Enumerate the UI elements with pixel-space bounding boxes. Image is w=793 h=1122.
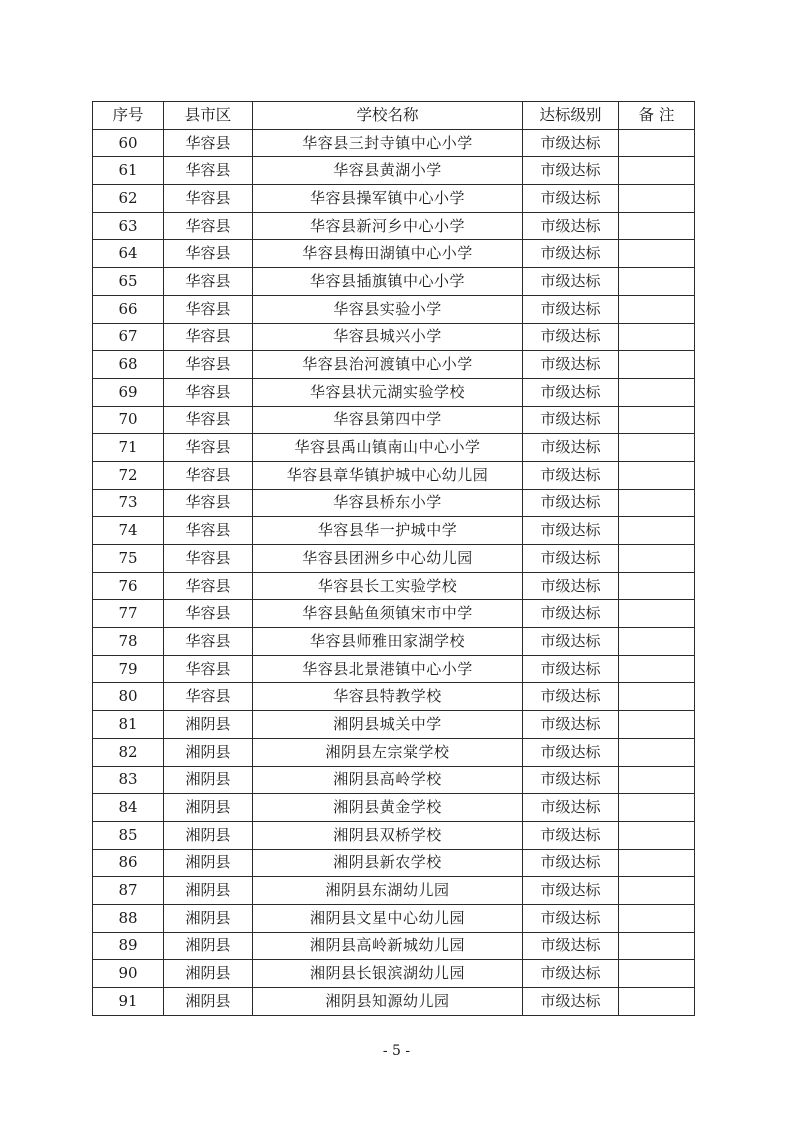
cell-county: 华容县 bbox=[164, 351, 253, 379]
cell-no: 84 bbox=[93, 794, 164, 822]
table-row bbox=[93, 904, 695, 932]
table-row bbox=[93, 655, 695, 683]
table-row bbox=[93, 960, 695, 988]
cell-level: 市级达标 bbox=[523, 849, 619, 877]
cell-school-name: 华容县团洲乡中心幼儿园 bbox=[253, 545, 523, 573]
cell-no: 82 bbox=[93, 738, 164, 766]
page-number: - 5 - bbox=[382, 1043, 411, 1059]
cell-level: 市级达标 bbox=[523, 877, 619, 905]
cell-level: 市级达标 bbox=[523, 378, 619, 406]
table-row bbox=[93, 434, 695, 462]
cell-note bbox=[619, 794, 695, 822]
cell-no: 63 bbox=[93, 212, 164, 240]
cell-level: 市级达标 bbox=[523, 129, 619, 157]
cell-school-name: 华容县治河渡镇中心小学 bbox=[253, 351, 523, 379]
cell-school-name: 华容县师雅田家湖学校 bbox=[253, 628, 523, 656]
table-row bbox=[93, 545, 695, 573]
school-standard-table bbox=[92, 101, 695, 1016]
table-row bbox=[93, 157, 695, 185]
cell-no: 79 bbox=[93, 655, 164, 683]
cell-school-name: 湘阴县新农学校 bbox=[253, 849, 523, 877]
cell-note bbox=[619, 295, 695, 323]
table-row bbox=[93, 572, 695, 600]
cell-no: 73 bbox=[93, 489, 164, 517]
header-level: 达标级别 bbox=[523, 102, 619, 130]
cell-level: 市级达标 bbox=[523, 711, 619, 739]
cell-county: 华容县 bbox=[164, 212, 253, 240]
cell-no: 62 bbox=[93, 185, 164, 213]
cell-school-name: 华容县三封寺镇中心小学 bbox=[253, 129, 523, 157]
table-row bbox=[93, 683, 695, 711]
cell-county: 湘阴县 bbox=[164, 904, 253, 932]
table-row bbox=[93, 849, 695, 877]
table-row bbox=[93, 738, 695, 766]
cell-no: 66 bbox=[93, 295, 164, 323]
cell-note bbox=[619, 212, 695, 240]
cell-level: 市级达标 bbox=[523, 932, 619, 960]
cell-level: 市级达标 bbox=[523, 517, 619, 545]
cell-county: 华容县 bbox=[164, 129, 253, 157]
cell-note bbox=[619, 932, 695, 960]
table-row bbox=[93, 240, 695, 268]
cell-note bbox=[619, 877, 695, 905]
cell-no: 78 bbox=[93, 628, 164, 656]
table-row bbox=[93, 821, 695, 849]
table-row bbox=[93, 129, 695, 157]
header-school: 学校名称 bbox=[253, 102, 523, 130]
cell-level: 市级达标 bbox=[523, 600, 619, 628]
table-header bbox=[93, 102, 695, 130]
table-row bbox=[93, 461, 695, 489]
cell-school-name: 湘阴县城关中学 bbox=[253, 711, 523, 739]
cell-no: 74 bbox=[93, 517, 164, 545]
cell-level: 市级达标 bbox=[523, 406, 619, 434]
cell-county: 华容县 bbox=[164, 295, 253, 323]
header-note: 备 注 bbox=[619, 102, 695, 130]
cell-no: 81 bbox=[93, 711, 164, 739]
cell-note bbox=[619, 129, 695, 157]
cell-county: 华容县 bbox=[164, 434, 253, 462]
cell-note bbox=[619, 268, 695, 296]
cell-school-name: 华容县城兴小学 bbox=[253, 323, 523, 351]
cell-county: 华容县 bbox=[164, 517, 253, 545]
cell-school-name: 华容县操军镇中心小学 bbox=[253, 185, 523, 213]
cell-county: 华容县 bbox=[164, 323, 253, 351]
cell-level: 市级达标 bbox=[523, 988, 619, 1016]
table-row bbox=[93, 877, 695, 905]
cell-school-name: 华容县禹山镇南山中心小学 bbox=[253, 434, 523, 462]
cell-county: 华容县 bbox=[164, 489, 253, 517]
cell-level: 市级达标 bbox=[523, 683, 619, 711]
cell-county: 华容县 bbox=[164, 406, 253, 434]
cell-school-name: 华容县长工实验学校 bbox=[253, 572, 523, 600]
cell-no: 68 bbox=[93, 351, 164, 379]
cell-county: 华容县 bbox=[164, 572, 253, 600]
cell-no: 71 bbox=[93, 434, 164, 462]
cell-level: 市级达标 bbox=[523, 157, 619, 185]
cell-level: 市级达标 bbox=[523, 240, 619, 268]
cell-no: 75 bbox=[93, 545, 164, 573]
table-row bbox=[93, 268, 695, 296]
cell-school-name: 湘阴县黄金学校 bbox=[253, 794, 523, 822]
cell-note bbox=[619, 185, 695, 213]
cell-county: 湘阴县 bbox=[164, 766, 253, 794]
cell-level: 市级达标 bbox=[523, 489, 619, 517]
table-row bbox=[93, 378, 695, 406]
header-no: 序号 bbox=[93, 102, 164, 130]
cell-county: 华容县 bbox=[164, 185, 253, 213]
cell-level: 市级达标 bbox=[523, 628, 619, 656]
cell-no: 60 bbox=[93, 129, 164, 157]
cell-school-name: 湘阴县高岭新城幼儿园 bbox=[253, 932, 523, 960]
cell-note bbox=[619, 655, 695, 683]
table-row bbox=[93, 323, 695, 351]
cell-level: 市级达标 bbox=[523, 461, 619, 489]
cell-no: 65 bbox=[93, 268, 164, 296]
table-row bbox=[93, 794, 695, 822]
cell-school-name: 华容县实验小学 bbox=[253, 295, 523, 323]
cell-level: 市级达标 bbox=[523, 545, 619, 573]
cell-county: 湘阴县 bbox=[164, 821, 253, 849]
cell-school-name: 湘阴县知源幼儿园 bbox=[253, 988, 523, 1016]
cell-county: 华容县 bbox=[164, 600, 253, 628]
cell-no: 64 bbox=[93, 240, 164, 268]
cell-school-name: 华容县插旗镇中心小学 bbox=[253, 268, 523, 296]
cell-note bbox=[619, 960, 695, 988]
table-row bbox=[93, 295, 695, 323]
cell-note bbox=[619, 461, 695, 489]
cell-school-name: 华容县华一护城中学 bbox=[253, 517, 523, 545]
header-row bbox=[93, 102, 695, 130]
cell-no: 80 bbox=[93, 683, 164, 711]
cell-note bbox=[619, 434, 695, 462]
cell-level: 市级达标 bbox=[523, 185, 619, 213]
cell-school-name: 华容县黄湖小学 bbox=[253, 157, 523, 185]
cell-no: 90 bbox=[93, 960, 164, 988]
cell-school-name: 湘阴县高岭学校 bbox=[253, 766, 523, 794]
header-county: 县市区 bbox=[164, 102, 253, 130]
cell-level: 市级达标 bbox=[523, 572, 619, 600]
cell-level: 市级达标 bbox=[523, 655, 619, 683]
cell-no: 85 bbox=[93, 821, 164, 849]
cell-county: 华容县 bbox=[164, 378, 253, 406]
cell-school-name: 华容县桥东小学 bbox=[253, 489, 523, 517]
cell-county: 华容县 bbox=[164, 545, 253, 573]
cell-county: 湘阴县 bbox=[164, 960, 253, 988]
cell-note bbox=[619, 821, 695, 849]
table-row bbox=[93, 988, 695, 1016]
cell-level: 市级达标 bbox=[523, 821, 619, 849]
cell-note bbox=[619, 572, 695, 600]
cell-school-name: 华容县北景港镇中心小学 bbox=[253, 655, 523, 683]
cell-school-name: 华容县梅田湖镇中心小学 bbox=[253, 240, 523, 268]
cell-level: 市级达标 bbox=[523, 212, 619, 240]
cell-note bbox=[619, 351, 695, 379]
cell-county: 华容县 bbox=[164, 268, 253, 296]
cell-no: 88 bbox=[93, 904, 164, 932]
cell-county: 湘阴县 bbox=[164, 711, 253, 739]
cell-no: 83 bbox=[93, 766, 164, 794]
table-row bbox=[93, 628, 695, 656]
cell-level: 市级达标 bbox=[523, 351, 619, 379]
cell-no: 87 bbox=[93, 877, 164, 905]
cell-note bbox=[619, 766, 695, 794]
cell-note bbox=[619, 711, 695, 739]
cell-no: 77 bbox=[93, 600, 164, 628]
table-row bbox=[93, 600, 695, 628]
cell-county: 湘阴县 bbox=[164, 849, 253, 877]
cell-level: 市级达标 bbox=[523, 794, 619, 822]
table-row bbox=[93, 766, 695, 794]
cell-level: 市级达标 bbox=[523, 295, 619, 323]
cell-school-name: 湘阴县长银滨湖幼儿园 bbox=[253, 960, 523, 988]
cell-county: 华容县 bbox=[164, 461, 253, 489]
cell-school-name: 湘阴县东湖幼儿园 bbox=[253, 877, 523, 905]
cell-note bbox=[619, 628, 695, 656]
cell-county: 湘阴县 bbox=[164, 988, 253, 1016]
cell-school-name: 华容县第四中学 bbox=[253, 406, 523, 434]
cell-school-name: 华容县鲇鱼须镇宋市中学 bbox=[253, 600, 523, 628]
cell-county: 湘阴县 bbox=[164, 877, 253, 905]
cell-school-name: 华容县章华镇护城中心幼儿园 bbox=[253, 461, 523, 489]
cell-note bbox=[619, 904, 695, 932]
cell-county: 华容县 bbox=[164, 655, 253, 683]
cell-level: 市级达标 bbox=[523, 766, 619, 794]
cell-no: 89 bbox=[93, 932, 164, 960]
cell-no: 91 bbox=[93, 988, 164, 1016]
cell-school-name: 华容县特教学校 bbox=[253, 683, 523, 711]
table-row bbox=[93, 489, 695, 517]
cell-note bbox=[619, 378, 695, 406]
cell-county: 华容县 bbox=[164, 240, 253, 268]
cell-level: 市级达标 bbox=[523, 323, 619, 351]
cell-note bbox=[619, 489, 695, 517]
cell-school-name: 湘阴县文星中心幼儿园 bbox=[253, 904, 523, 932]
table-row bbox=[93, 185, 695, 213]
cell-no: 72 bbox=[93, 461, 164, 489]
cell-level: 市级达标 bbox=[523, 904, 619, 932]
cell-no: 70 bbox=[93, 406, 164, 434]
table-row bbox=[93, 711, 695, 739]
cell-school-name: 湘阴县双桥学校 bbox=[253, 821, 523, 849]
cell-no: 86 bbox=[93, 849, 164, 877]
cell-county: 华容县 bbox=[164, 157, 253, 185]
cell-no: 76 bbox=[93, 572, 164, 600]
cell-note bbox=[619, 240, 695, 268]
cell-note bbox=[619, 545, 695, 573]
table-row bbox=[93, 212, 695, 240]
cell-note bbox=[619, 683, 695, 711]
cell-note bbox=[619, 406, 695, 434]
cell-school-name: 湘阴县左宗棠学校 bbox=[253, 738, 523, 766]
cell-county: 湘阴县 bbox=[164, 794, 253, 822]
cell-school-name: 华容县新河乡中心小学 bbox=[253, 212, 523, 240]
cell-level: 市级达标 bbox=[523, 738, 619, 766]
cell-no: 67 bbox=[93, 323, 164, 351]
table-row bbox=[93, 517, 695, 545]
cell-county: 湘阴县 bbox=[164, 932, 253, 960]
table-row bbox=[93, 406, 695, 434]
cell-note bbox=[619, 157, 695, 185]
cell-county: 华容县 bbox=[164, 683, 253, 711]
cell-note bbox=[619, 323, 695, 351]
cell-level: 市级达标 bbox=[523, 960, 619, 988]
cell-school-name: 华容县状元湖实验学校 bbox=[253, 378, 523, 406]
table-row bbox=[93, 932, 695, 960]
cell-note bbox=[619, 849, 695, 877]
cell-note bbox=[619, 600, 695, 628]
table-row bbox=[93, 351, 695, 379]
cell-no: 61 bbox=[93, 157, 164, 185]
cell-note bbox=[619, 988, 695, 1016]
cell-note bbox=[619, 738, 695, 766]
cell-level: 市级达标 bbox=[523, 268, 619, 296]
cell-county: 华容县 bbox=[164, 628, 253, 656]
cell-no: 69 bbox=[93, 378, 164, 406]
table-body bbox=[93, 129, 695, 1015]
cell-note bbox=[619, 517, 695, 545]
cell-county: 湘阴县 bbox=[164, 738, 253, 766]
cell-level: 市级达标 bbox=[523, 434, 619, 462]
